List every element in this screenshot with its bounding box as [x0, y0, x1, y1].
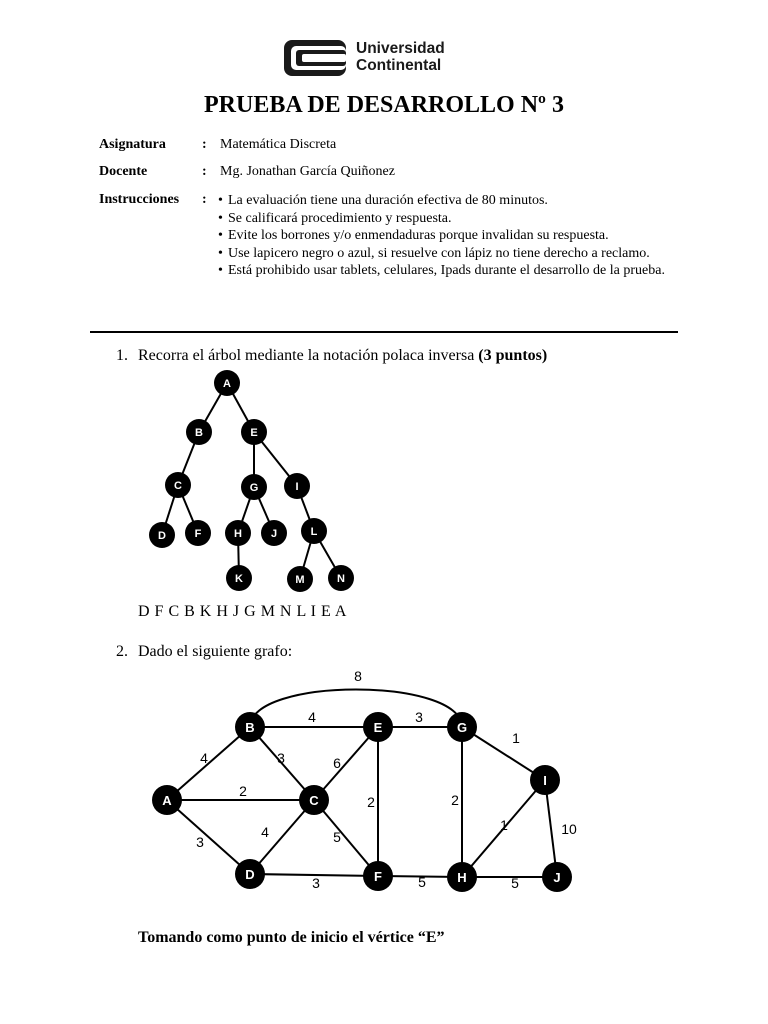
edge-weight-b-c: 3 — [277, 750, 285, 766]
edge-weight-a-d: 3 — [196, 834, 204, 850]
edge-weight-c-d: 4 — [261, 824, 269, 840]
edge-weight-e-f: 2 — [367, 794, 375, 810]
graph-node-e — [363, 712, 393, 742]
svg-text:H: H — [457, 870, 467, 885]
edge-a-b — [167, 727, 250, 800]
svg-text:G: G — [249, 482, 259, 494]
instructions-colon: : — [202, 192, 207, 207]
edge-weight-e-c: 6 — [333, 755, 341, 771]
svg-text:L: L — [310, 526, 318, 538]
edge-weight-f-h: 5 — [418, 874, 426, 890]
graph-node-d — [235, 859, 265, 889]
instruction-text: Evite los borrones y/o enmendaduras porque invalidan su respuesta. — [228, 228, 609, 243]
svg-text:E: E — [250, 427, 258, 439]
edge-weight-c-f: 5 — [333, 829, 341, 845]
question-1-prompt: Recorra el árbol mediante la notación polaca inversa — [138, 347, 479, 364]
graph-node-f — [363, 861, 393, 891]
page-title: PRUEBA DE DESARROLLO Nº 3 — [204, 92, 564, 118]
instruction-text: La evaluación tiene una duración efectiva de 80 minutos. — [228, 193, 548, 208]
svg-text:N: N — [337, 573, 345, 585]
bullet-icon: • — [218, 263, 223, 278]
graph-node-a — [152, 785, 182, 815]
svg-text:D: D — [158, 530, 166, 542]
teacher-value: Mg. Jonathan García Quiñonez — [220, 164, 395, 179]
edge-weight-g-h: 2 — [451, 792, 459, 808]
teacher-label: Docente — [99, 164, 148, 179]
bullet-icon: • — [218, 228, 223, 243]
svg-text:J: J — [553, 870, 561, 885]
graph-node-j — [542, 862, 572, 892]
bullet-icon: • — [218, 193, 223, 208]
edge-weight-b-e: 4 — [308, 709, 316, 725]
logo-line2: Continental — [356, 57, 442, 74]
svg-text:C: C — [309, 793, 319, 808]
svg-text:C: C — [174, 480, 182, 492]
svg-text:I: I — [543, 773, 547, 788]
bullet-icon: • — [218, 245, 223, 261]
graph-node-g — [447, 712, 477, 742]
edge-weight-a-c: 2 — [239, 783, 247, 799]
subject-label: Asignatura — [99, 137, 166, 152]
edge-weight-d-f: 3 — [312, 875, 320, 891]
svg-text:K: K — [235, 573, 243, 585]
subject-value: Matemática Discreta — [220, 137, 337, 152]
edge-weight-g-i: 1 — [512, 730, 520, 746]
edge-weight-e-g: 3 — [415, 709, 423, 725]
svg-text:A: A — [162, 793, 172, 808]
instructions-label: Instrucciones — [99, 192, 180, 207]
edge-a-d — [167, 800, 250, 874]
instruction-text: Está prohibido usar tablets, celulares, Ipads durante el desarrollo de la prueba. — [228, 263, 665, 278]
svg-text:J: J — [270, 528, 278, 540]
question-1-answer: D F C B K H J G M N L I E A — [138, 603, 347, 620]
svg-text:E: E — [373, 720, 383, 735]
graph-node-h — [447, 862, 477, 892]
question-1-number: 1. — [116, 347, 128, 364]
question-2-number: 2. — [116, 643, 128, 660]
question-2-start-text: Tomando como punto de inicio el vértice “E” — [138, 929, 445, 946]
graph-node-i — [530, 765, 560, 795]
edge-weight-h-j: 5 — [511, 875, 519, 891]
edge-weight-b-g: 8 — [354, 668, 362, 684]
graph-node-c — [299, 785, 329, 815]
bullet-icon: • — [218, 210, 223, 226]
edge-weight-i-j: 10 — [561, 821, 577, 837]
svg-text:B: B — [195, 427, 203, 439]
subject-colon: : — [202, 137, 207, 152]
svg-text:B: B — [245, 720, 255, 735]
edge-weight-a-b: 4 — [200, 750, 208, 766]
svg-text:M: M — [295, 574, 305, 586]
instruction-text: Se calificará procedimiento y respuesta. — [228, 210, 452, 226]
logo-line1: Universidad — [356, 40, 445, 57]
question-1-points: (3 puntos) — [478, 347, 548, 364]
teacher-colon: : — [202, 164, 207, 179]
svg-text:I: I — [295, 481, 299, 493]
svg-text:G: G — [456, 720, 468, 735]
graph-node-b — [235, 712, 265, 742]
svg-text:F: F — [194, 528, 202, 540]
edge-weight-i-h: 1 — [500, 817, 508, 833]
svg-text:D: D — [245, 867, 255, 882]
question-2-text: Dado el siguiente grafo: — [138, 643, 293, 660]
svg-text:A: A — [223, 378, 231, 390]
svg-text:H: H — [234, 528, 242, 540]
edge-b-g — [250, 690, 462, 728]
svg-text:F: F — [374, 869, 382, 884]
instruction-text: Use lapicero negro o azul, si resuelve con lápiz no tiene derecho a reclamo. — [228, 245, 650, 261]
